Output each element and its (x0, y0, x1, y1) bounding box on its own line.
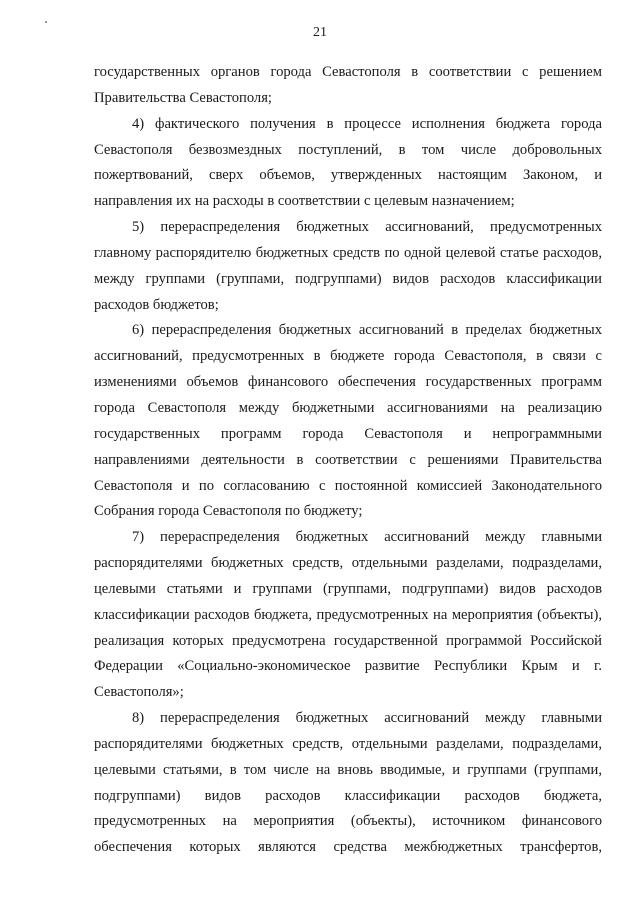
page-number: 21 (313, 25, 327, 40)
paragraph-item-7: 7) перераспределения бюджетных ассигнований между главными распорядителями бюджетных средств, отдельными разделами, подразделами, целевыми статьями и группами (группами, подгруппами) видов расходов классификации расходов бюджета, предусмотренных на мероприятия (объекты), реализация которых предусмотрена государственной программой Российской Федерации «Социально-экономическое развитие Республики Крым и г. Севастополя»; (94, 529, 602, 701)
paragraph-item-4: 4) фактического получения в процессе исполнения бюджета города Севастополя безвозмездных поступлений, в том числе добровольных пожертвований, сверх объемов, утвержденных настоящим Законом, и направления их на расходы в соответствии с целевым назначением; (94, 115, 602, 210)
paragraph-item-5: 5) перераспределения бюджетных ассигнований, предусмотренных главному распорядителю бюджетных средств по одной целевой статье расходов, между группами (группами, подгруппами) видов расходов классификации расходов бюджетов; (94, 219, 602, 313)
document-body (94, 60, 602, 861)
scan-speck (45, 21, 47, 23)
paragraph-item-8: 8) перераспределения бюджетных ассигнований между главными распорядителями бюджетных средств, отдельными разделами, подразделами, целевыми статьями, в том числе на вновь вводимые, и группами (группами, подгруппами) видов расходов классификации расходов бюджета, предусмотренных на мероприятия (объекты), источником финансового обеспечения которых являются средства межбюджетных трансфертов, (94, 710, 602, 856)
paragraph-continuation: государственных органов города Севастополя в соответствии с решением Правительства Севастополя; (94, 64, 602, 106)
paragraph-item-6: 6) перераспределения бюджетных ассигнований в пределах бюджетных ассигнований, предусмотренных в бюджете города Севастополя, в связи с изменениями объемов финансового обеспечения государственных программ города Севастополя между бюджетными ассигнованиями на реализацию государственных программ города Севастополя и непрограммными направлениями деятельности в соответствии с решениями Правительства Севастополя и по согласованию с постоянной комиссией Законодательного Собрания города Севастополя по бюджету; (94, 322, 602, 520)
